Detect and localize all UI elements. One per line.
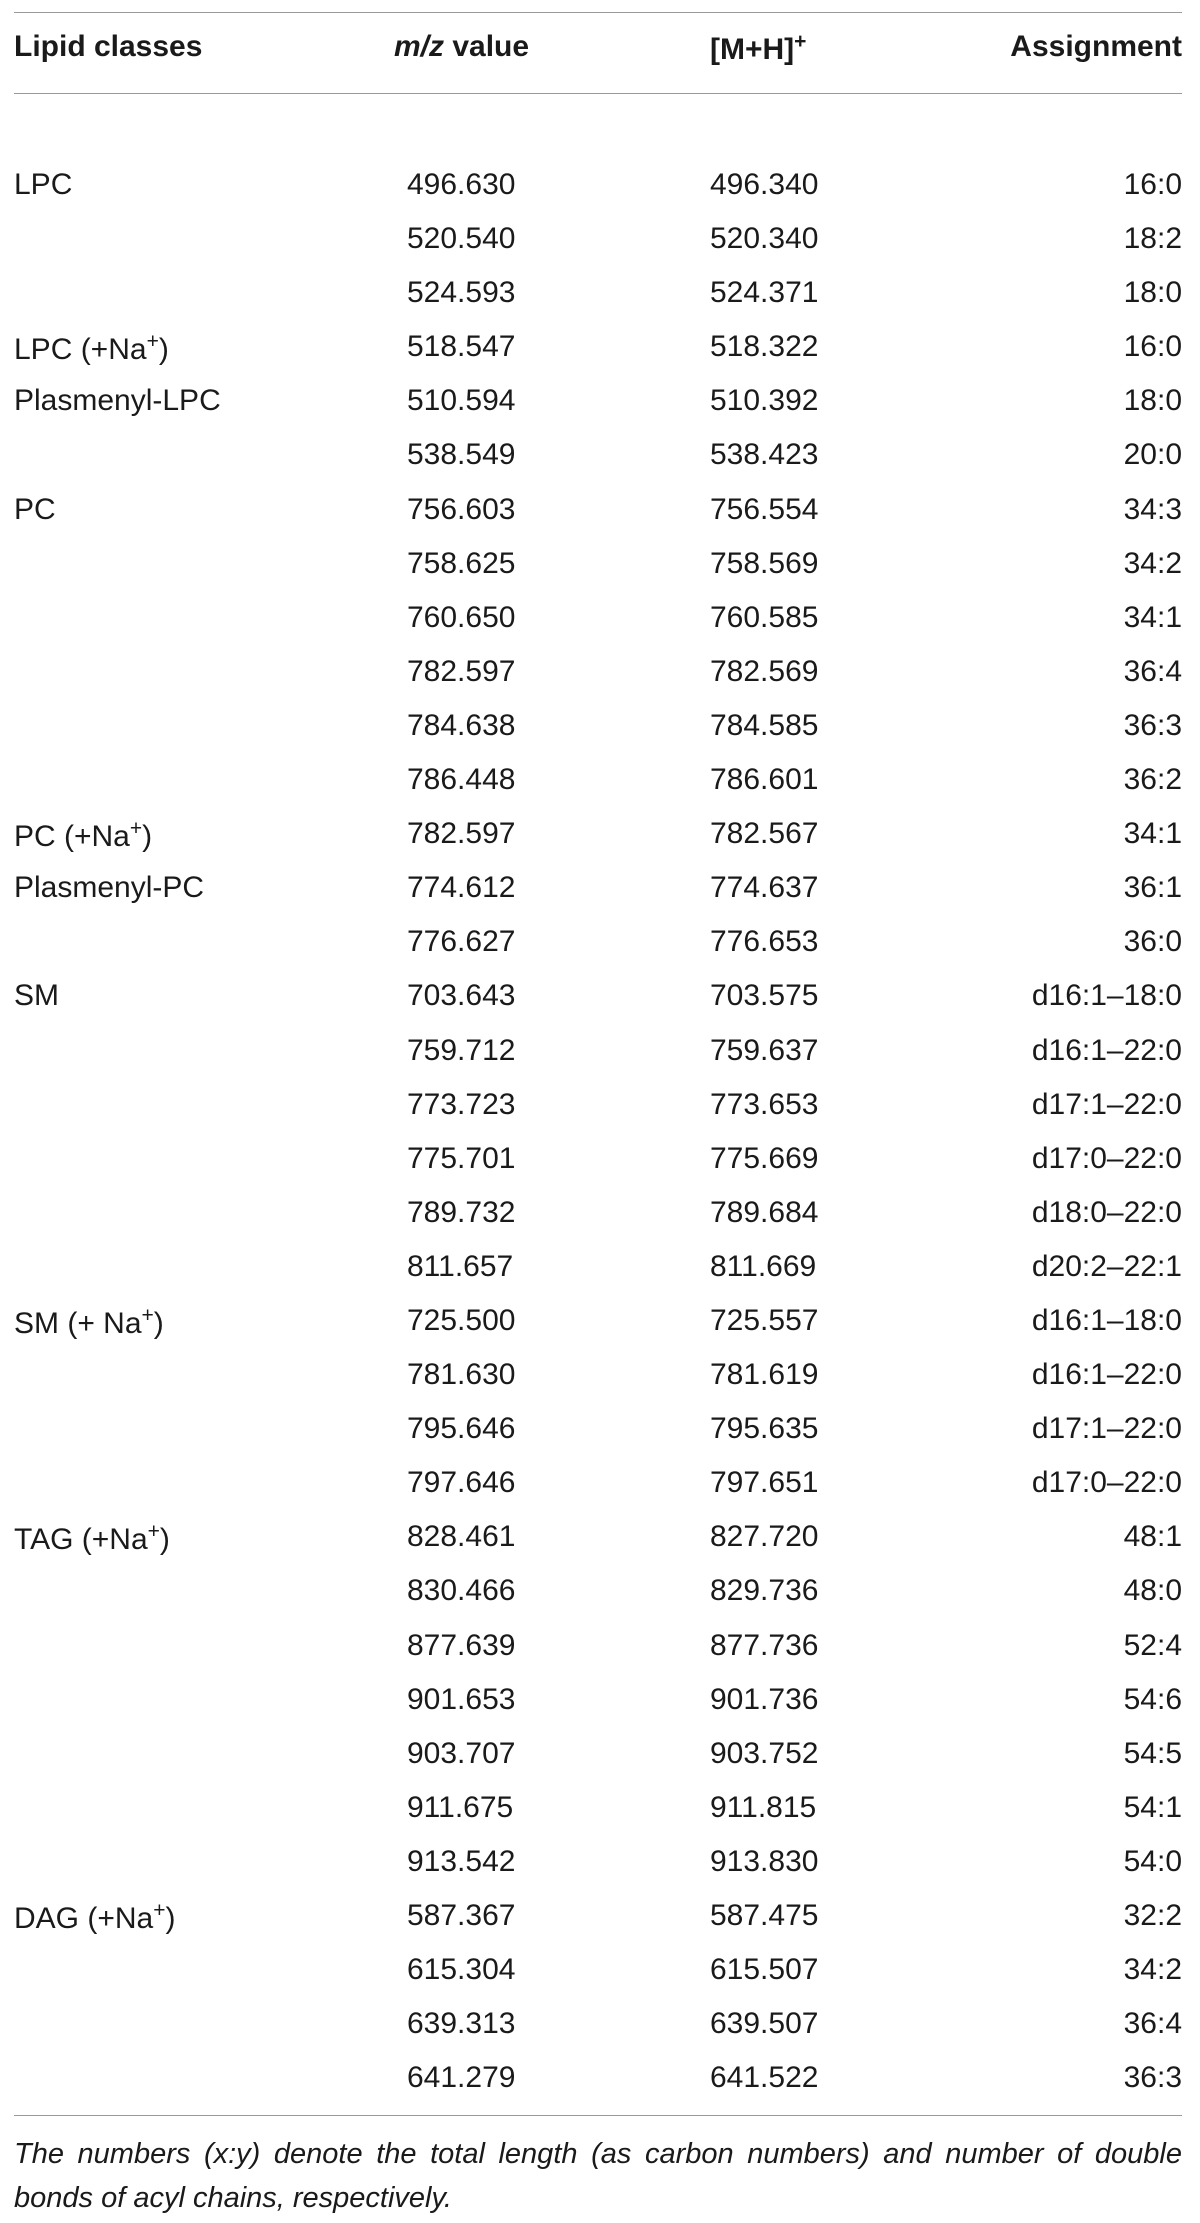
header-assignment: Assignment <box>1010 30 1182 63</box>
row-mh-value: 781.619 <box>710 1358 819 1392</box>
row-mz-value: 782.597 <box>407 817 516 851</box>
row-mz-value: 784.638 <box>407 708 516 742</box>
table-row <box>0 268 1200 322</box>
table-row <box>0 1783 1200 1837</box>
row-mh-value: 911.815 <box>710 1790 817 1824</box>
row-mz-value: 795.646 <box>407 1412 516 1446</box>
row-mz-value: 903.707 <box>407 1736 516 1770</box>
table-row <box>0 1188 1200 1242</box>
row-assignment: d17:0–22:0 <box>1031 1141 1182 1175</box>
row-mh-value: 756.554 <box>710 492 819 526</box>
row-mz-value: 703.643 <box>407 979 516 1013</box>
row-mz-value: 538.549 <box>407 438 516 472</box>
table-row <box>0 1891 1200 1945</box>
row-mz-value: 759.712 <box>407 1033 516 1067</box>
row-mz-value: 901.653 <box>407 1682 516 1716</box>
row-mz-value: 520.540 <box>407 222 516 256</box>
row-mh-value: 615.507 <box>710 1953 819 1987</box>
row-assignment: 36:0 <box>1123 925 1182 959</box>
header-mz-value: m/z value <box>394 30 530 63</box>
row-assignment: d20:2–22:1 <box>1031 1249 1182 1283</box>
table-row <box>0 701 1200 755</box>
row-lipid-class: Plasmenyl-LPC <box>14 384 221 418</box>
table-row <box>0 1026 1200 1080</box>
row-mz-value: 725.500 <box>407 1303 516 1337</box>
row-mz-value: 524.593 <box>407 276 516 310</box>
row-lipid-class: DAG (+Na+) <box>14 1899 176 1935</box>
row-mh-value: 775.669 <box>710 1141 819 1175</box>
header-mh: [M+H]+ <box>710 30 807 66</box>
row-mz-value: 641.279 <box>407 2061 516 2095</box>
table-row <box>0 1134 1200 1188</box>
row-assignment: 48:0 <box>1123 1574 1182 1608</box>
table-row <box>0 1080 1200 1134</box>
row-mh-value: 524.371 <box>710 276 819 310</box>
row-mh-value: 518.322 <box>710 330 819 364</box>
row-assignment: 54:6 <box>1123 1682 1182 1716</box>
row-mh-value: 913.830 <box>710 1844 819 1878</box>
row-mz-value: 782.597 <box>407 654 516 688</box>
row-mh-value: 510.392 <box>710 384 819 418</box>
row-mz-value: 587.367 <box>407 1899 516 1932</box>
row-assignment: 34:3 <box>1123 492 1182 526</box>
row-mh-value: 496.340 <box>710 168 819 201</box>
row-mh-value: 877.736 <box>710 1628 819 1662</box>
row-assignment: 36:1 <box>1123 871 1182 905</box>
row-mh-value: 760.585 <box>710 600 819 634</box>
row-mh-value: 538.423 <box>710 438 819 472</box>
row-assignment: 36:3 <box>1123 2061 1182 2095</box>
row-mh-value: 903.752 <box>710 1736 819 1770</box>
top-rule <box>14 12 1182 13</box>
row-mz-value: 781.630 <box>407 1358 516 1392</box>
row-mh-value: 795.635 <box>710 1412 819 1446</box>
table-row <box>0 1242 1200 1296</box>
row-mh-value: 758.569 <box>710 546 819 580</box>
row-mh-value: 725.557 <box>710 1303 819 1337</box>
row-mz-value: 774.612 <box>407 871 516 905</box>
table-row <box>0 1404 1200 1458</box>
row-assignment: 48:1 <box>1123 1520 1182 1554</box>
row-assignment: 34:1 <box>1123 600 1182 634</box>
row-mh-value: 789.684 <box>710 1195 819 1229</box>
row-mh-value: 776.653 <box>710 925 819 959</box>
row-assignment: 34:1 <box>1123 817 1182 851</box>
row-mz-value: 811.657 <box>407 1249 514 1283</box>
row-mz-value: 776.627 <box>407 925 516 959</box>
row-assignment: 18:0 <box>1123 384 1182 418</box>
row-mh-value: 782.569 <box>710 654 819 688</box>
row-assignment: d16:1–22:0 <box>1031 1358 1182 1392</box>
row-mh-value: 520.340 <box>710 222 819 256</box>
row-mz-value: 760.650 <box>407 600 516 634</box>
row-mh-value: 829.736 <box>710 1574 819 1608</box>
row-assignment: d17:0–22:0 <box>1031 1466 1182 1500</box>
row-mh-value: 784.585 <box>710 708 819 742</box>
row-assignment: 36:4 <box>1123 654 1182 688</box>
row-lipid-class: PC <box>14 492 56 526</box>
row-mz-value: 615.304 <box>407 1953 516 1987</box>
row-mz-value: 830.466 <box>407 1574 516 1608</box>
table-row <box>0 809 1200 863</box>
row-assignment: 18:2 <box>1123 222 1182 256</box>
table-header <box>0 30 1200 80</box>
table-row <box>0 322 1200 376</box>
row-assignment: 52:4 <box>1123 1628 1182 1662</box>
table-row <box>0 539 1200 593</box>
row-assignment: 54:5 <box>1123 1736 1182 1770</box>
row-assignment: 36:2 <box>1123 763 1182 797</box>
row-lipid-class: SM (+ Na+) <box>14 1303 164 1340</box>
row-assignment: 18:0 <box>1123 276 1182 310</box>
table-row <box>0 214 1200 268</box>
row-mz-value: 773.723 <box>407 1087 516 1121</box>
table-row <box>0 2053 1200 2107</box>
table-row <box>0 1296 1200 1350</box>
table-row <box>0 430 1200 484</box>
row-mh-value: 774.637 <box>710 871 819 905</box>
row-assignment: 34:2 <box>1123 1953 1182 1987</box>
row-assignment: 34:2 <box>1123 546 1182 580</box>
row-assignment: 54:1 <box>1123 1790 1182 1824</box>
row-mh-value: 827.720 <box>710 1520 819 1554</box>
row-mz-value: 510.594 <box>407 384 516 418</box>
header-rule <box>14 93 1182 94</box>
row-mh-value: 703.575 <box>710 979 819 1013</box>
row-mz-value: 797.646 <box>407 1466 516 1500</box>
row-lipid-class: Plasmenyl-PC <box>14 871 205 905</box>
table-row <box>0 1837 1200 1891</box>
table-row <box>0 971 1200 1025</box>
table-row <box>0 1621 1200 1675</box>
row-mz-value: 913.542 <box>407 1844 516 1878</box>
table-row <box>0 1675 1200 1729</box>
table-row <box>0 1945 1200 1999</box>
table-row <box>0 160 1200 214</box>
row-lipid-class: PC (+Na+) <box>14 817 153 854</box>
row-mz-value: 756.603 <box>407 492 516 526</box>
row-assignment: 36:3 <box>1123 708 1182 742</box>
table-row <box>0 863 1200 917</box>
row-mz-value: 828.461 <box>407 1520 516 1554</box>
row-mh-value: 901.736 <box>710 1682 819 1716</box>
row-assignment: d16:1–18:0 <box>1031 1303 1182 1337</box>
table-row <box>0 917 1200 971</box>
table-row <box>0 1350 1200 1404</box>
row-assignment: d17:1–22:0 <box>1031 1412 1182 1446</box>
table-row <box>0 647 1200 701</box>
row-assignment: d18:0–22:0 <box>1031 1195 1182 1229</box>
row-mz-value: 518.547 <box>407 330 516 364</box>
row-mz-value: 911.675 <box>407 1790 514 1824</box>
header-lipid-classes: Lipid classes <box>14 30 203 63</box>
row-mz-value: 789.732 <box>407 1195 516 1229</box>
table-row <box>0 1729 1200 1783</box>
row-mh-value: 587.475 <box>710 1899 819 1932</box>
row-mh-value: 759.637 <box>710 1033 819 1067</box>
row-assignment: 16:0 <box>1123 330 1182 364</box>
row-mz-value: 877.639 <box>407 1628 516 1662</box>
row-mh-value: 773.653 <box>710 1087 819 1121</box>
row-lipid-class: LPC <box>14 168 73 201</box>
row-assignment: 16:0 <box>1123 168 1182 201</box>
row-mh-value: 797.651 <box>710 1466 819 1500</box>
row-mz-value: 775.701 <box>407 1141 516 1175</box>
row-assignment: d16:1–22:0 <box>1031 1033 1182 1067</box>
table-row <box>0 376 1200 430</box>
row-mh-value: 782.567 <box>710 817 819 851</box>
row-mz-value: 758.625 <box>407 546 516 580</box>
table-row <box>0 1512 1200 1566</box>
row-mh-value: 639.507 <box>710 2007 819 2041</box>
row-mh-value: 641.522 <box>710 2061 819 2095</box>
table-row <box>0 1458 1200 1512</box>
row-lipid-class: SM <box>14 979 59 1013</box>
row-mz-value: 786.448 <box>407 763 516 797</box>
table-row <box>0 1999 1200 2053</box>
bottom-rule <box>14 2115 1182 2116</box>
row-assignment: 20:0 <box>1123 438 1182 472</box>
row-lipid-class: LPC (+Na+) <box>14 330 169 367</box>
table-row <box>0 485 1200 539</box>
table-row <box>0 1566 1200 1620</box>
table-row <box>0 755 1200 809</box>
row-mh-value: 811.669 <box>710 1249 817 1283</box>
row-assignment: 36:4 <box>1123 2007 1182 2041</box>
row-mz-value: 496.630 <box>407 168 516 201</box>
row-mz-value: 639.313 <box>407 2007 516 2041</box>
row-assignment: d17:1–22:0 <box>1031 1087 1182 1121</box>
row-assignment: 32:2 <box>1123 1899 1182 1932</box>
row-lipid-class: TAG (+Na+) <box>14 1520 170 1557</box>
row-assignment: d16:1–18:0 <box>1031 979 1182 1013</box>
footnote: The numbers (x:y) denote the total length (as carbon numbers) and number of double bonds of acyl chains, respectively. <box>14 2138 1182 2214</box>
row-assignment: 54:0 <box>1123 1844 1182 1878</box>
table-body <box>0 160 1200 2107</box>
row-mh-value: 786.601 <box>710 763 819 797</box>
table-row <box>0 593 1200 647</box>
